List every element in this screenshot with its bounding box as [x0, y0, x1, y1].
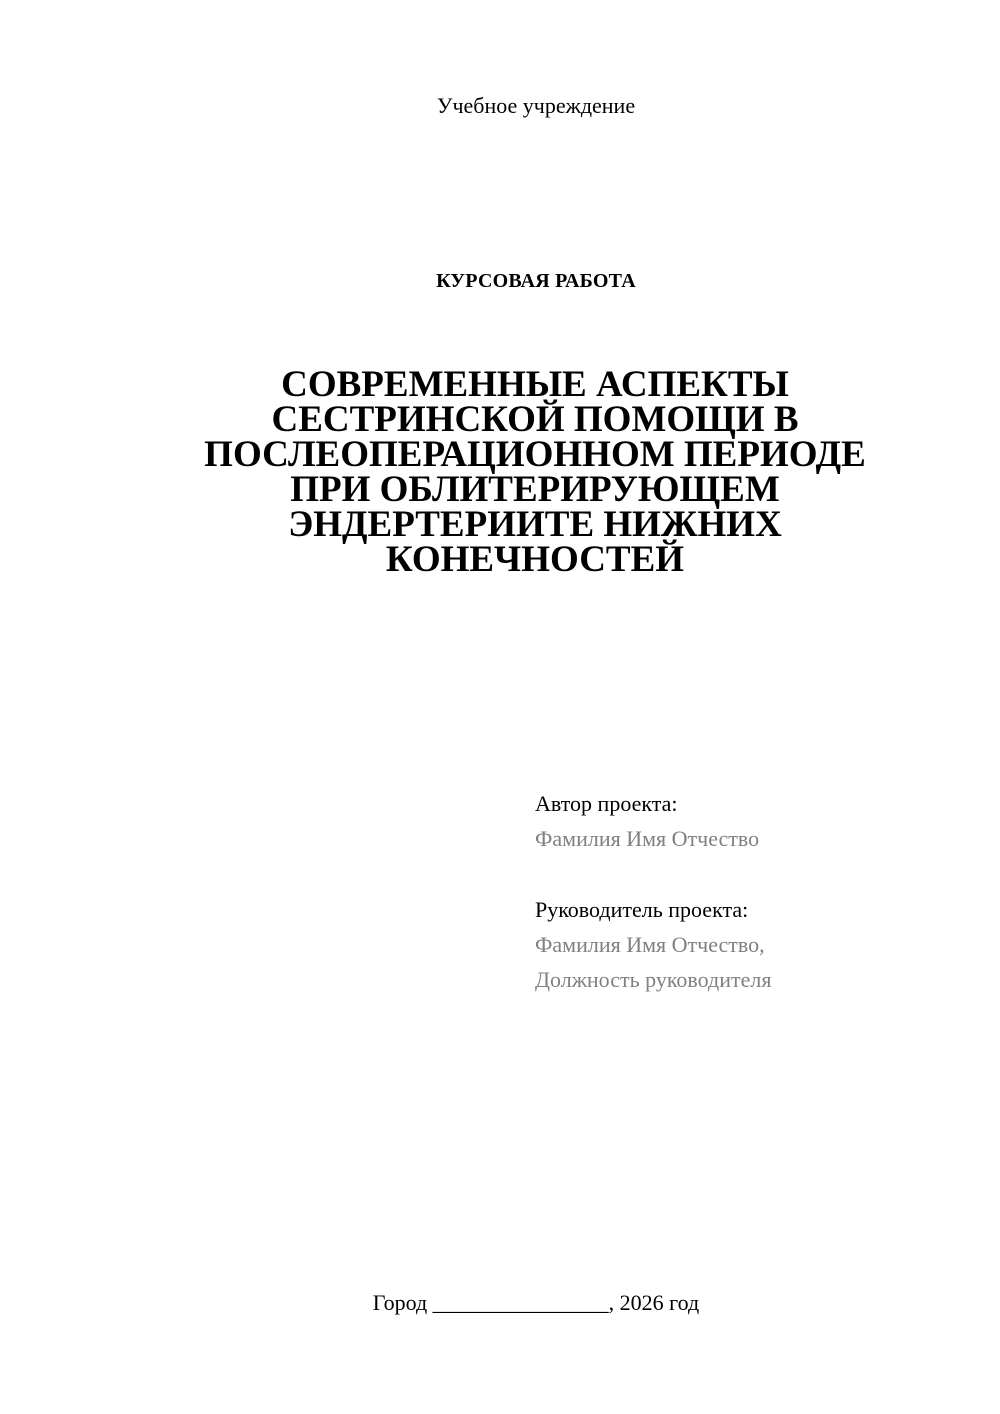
city-year-line: Город ________________, 2026 год [372, 1290, 700, 1315]
supervisor-block [535, 892, 975, 997]
supervisor-position: Должность руководителя [535, 967, 772, 992]
work-title-line: СЕСТРИНСКОЙ ПОМОЩИ В [271, 399, 799, 440]
work-title [120, 364, 950, 580]
author-block [535, 786, 975, 856]
work-type-heading: КУРСОВАЯ РАБОТА [436, 270, 636, 292]
author-name: Фамилия Имя Отчество [535, 826, 760, 851]
work-title-line: ЭНДЕРТЕРИИТЕ НИЖНИХ [288, 504, 782, 545]
work-title-line: КОНЕЧНОСТЕЙ [385, 539, 685, 580]
work-title-line: ПРИ ОБЛИТЕРИРУЮЩЕМ [290, 469, 780, 510]
work-title-line: ПОСЛЕОПЕРАЦИОННОМ ПЕРИОДЕ [204, 434, 866, 475]
supervisor-name: Фамилия Имя Отчество, [535, 932, 765, 957]
work-title-line: СОВРЕМЕННЫЕ АСПЕКТЫ [281, 364, 789, 405]
author-label: Автор проекта: [535, 791, 678, 816]
supervisor-label: Руководитель проекта: [535, 897, 749, 922]
institution-name: Учебное учреждение [436, 93, 636, 118]
